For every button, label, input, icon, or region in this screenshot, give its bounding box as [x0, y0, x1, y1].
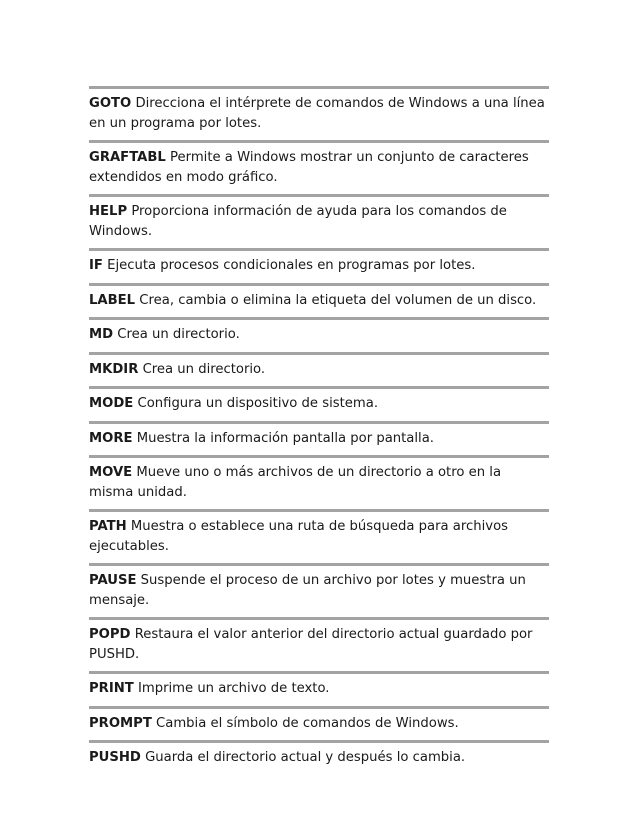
command-entry-label: [89, 283, 549, 318]
command-description: Crea un directorio.: [142, 361, 266, 377]
command-description: Mueve uno o más archivos de un directorio a otro en la misma unidad.: [89, 465, 502, 500]
command-description: Cambia el símbolo de comandos de Windows.: [156, 715, 459, 731]
command-name: GOTO: [89, 96, 132, 111]
command-entry-more: [89, 421, 549, 456]
command-description: Configura un dispositivo de sistema.: [137, 396, 379, 411]
command-entry-graftabl: [89, 140, 549, 194]
command-description: Crea un directorio.: [117, 327, 240, 342]
command-entry-goto: [89, 86, 549, 140]
command-entry-path: [89, 509, 549, 563]
command-name: PATH: [89, 519, 127, 534]
command-description: Guarda el directorio actual y después lo cambia.: [145, 750, 466, 765]
command-name: HELP: [89, 204, 128, 219]
command-entry-mkdir: [89, 352, 549, 387]
command-name: IF: [89, 258, 103, 273]
command-name: LABEL: [89, 292, 136, 308]
command-name: MKDIR: [89, 361, 139, 377]
command-description: Proporciona información de ayuda para los comandos de Windows.: [89, 204, 507, 239]
command-description: Crea, cambia o elimina la etiqueta del volumen de un disco.: [139, 292, 537, 308]
command-name: MD: [89, 327, 114, 342]
command-entry-move: [89, 455, 549, 509]
command-entry-prompt: [89, 706, 549, 741]
command-name: POPD: [89, 627, 131, 642]
command-description: Restaura el valor anterior del directorio actual guardado por PUSHD.: [89, 627, 533, 662]
command-name: MORE: [89, 430, 133, 446]
command-entry-pause: [89, 563, 549, 617]
command-entry-popd: [89, 617, 549, 671]
command-description: Imprime un archivo de texto.: [137, 681, 330, 696]
command-entry-help: [89, 194, 549, 248]
command-description: Permite a Windows mostrar un conjunto de caracteres extendidos en modo gráfico.: [89, 150, 529, 185]
command-name: PROMPT: [89, 715, 152, 731]
command-description: Ejecuta procesos condicionales en programas por lotes.: [107, 258, 476, 273]
command-entry-if: [89, 248, 549, 283]
command-entry-print: [89, 671, 549, 706]
command-entry-mode: [89, 386, 549, 421]
command-name: PAUSE: [89, 573, 137, 588]
command-name: PRINT: [89, 681, 134, 696]
command-name: MODE: [89, 396, 134, 411]
command-name: GRAFTABL: [89, 150, 166, 165]
command-description: Suspende el proceso de un archivo por lotes y muestra un mensaje.: [89, 573, 526, 608]
command-description: Direcciona el intérprete de comandos de Windows a una línea en un programa por lotes.: [89, 96, 545, 131]
command-name: MOVE: [89, 465, 133, 480]
command-entry-pushd: [89, 740, 549, 775]
command-name: PUSHD: [89, 750, 141, 765]
command-description: Muestra la información pantalla por pantalla.: [136, 430, 434, 446]
command-description: Muestra o establece una ruta de búsqueda para archivos ejecutables.: [89, 519, 509, 554]
command-list: [89, 86, 549, 775]
command-entry-md: [89, 317, 549, 352]
